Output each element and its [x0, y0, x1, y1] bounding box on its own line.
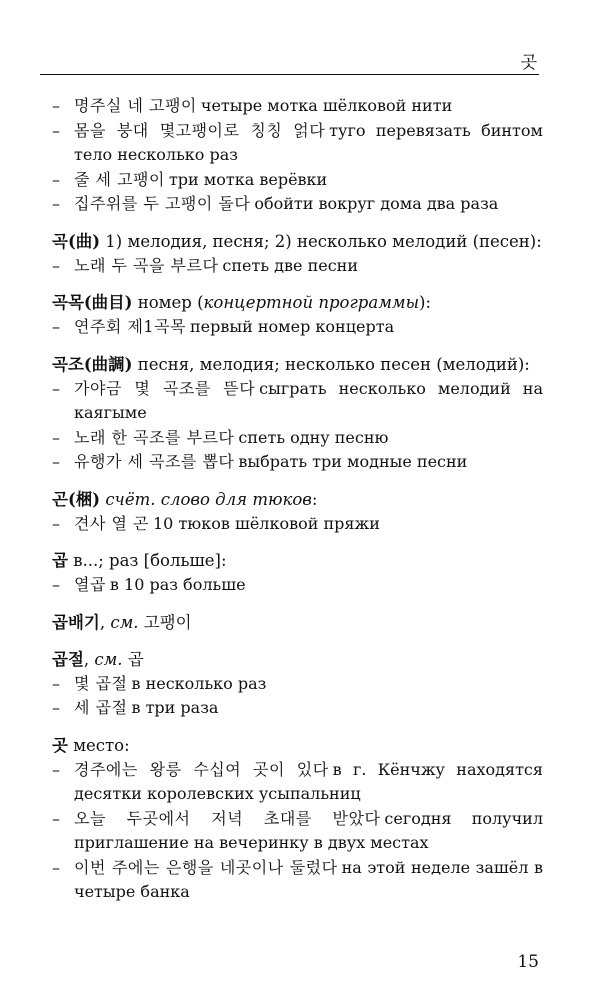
- entry-head: 곡(曲) 1) мелодия, песня; 2) несколько мелодий (песен):: [52, 231, 542, 251]
- entry-head: 곱배기, см. 고팽이: [52, 612, 192, 632]
- example-line: – 견사 열 곤 10 тюков шёлковой пряжи: [52, 513, 380, 533]
- entry-head: 곡조(曲調) песня, мелодия; несколько песен (мелодий):: [52, 354, 530, 374]
- entry-gopjeol: [52, 647, 543, 721]
- header-headword: 곳: [520, 53, 537, 73]
- entry-head: 곳 место:: [52, 735, 130, 755]
- example-line: – 노래 두 곡을 부르다 спеть две песни: [52, 255, 358, 275]
- example-line: – 세 곱절 в три раза: [52, 698, 219, 717]
- running-header: [40, 48, 539, 75]
- example-line: – 몸을 붕대 몇고팽이로 칭칭 얽다 туго перевязать бинтом тело несколько раз: [52, 120, 543, 164]
- entry-head: 곡목(曲目) номер (концертной программы):: [52, 293, 432, 312]
- entry-head: 곤(梱) счёт. слово для тюков:: [52, 489, 318, 509]
- example-line: – 경주에는 왕릉 수십여 곳이 있다 в г. Кёнчжу находятся десятки королевских усыпальниц: [52, 759, 543, 803]
- example-line: – 가야금 몇 곡조를 뜯다 сыграть несколько мелодий на каягыме: [52, 378, 543, 422]
- entry-head: 곱절, см. 곱: [52, 649, 144, 669]
- entry-gok: [52, 229, 543, 279]
- entry-head: 곱 в...; раз [больше]:: [52, 551, 227, 570]
- example-line: – 열곱 в 10 раз больше: [52, 575, 246, 594]
- example-line: – 연주회 제1곡목 первый номер концерта: [52, 317, 395, 336]
- example-line: – 집주위를 두 고팽이 돌다 обойти вокруг дома два раза: [52, 194, 499, 213]
- example-line: – 오늘 두곳에서 저녁 초대를 받았다 сегодня получил приглашение на вечеринку в двух местах: [52, 808, 543, 852]
- continued-entry: [52, 94, 543, 217]
- entry-gokmok: [52, 290, 543, 340]
- entry-got: [52, 733, 543, 905]
- example-line: – 줄 세 고팽이 три мотка верёвки: [52, 169, 328, 189]
- entry-gopbaegi: [52, 610, 543, 635]
- example-line: – 이번 주에는 은행을 네곳이나 둘렀다 на этой неделе зашёл в четыре банка: [52, 857, 543, 901]
- example-line: – 몇 곱절 в несколько раз: [52, 673, 267, 693]
- example-line: – 명주실 네 고팽이 четыре мотка шёлковой нити: [52, 96, 453, 115]
- example-line: – 노래 한 곡조를 부르다 спеть одну песню: [52, 427, 389, 447]
- page-number: 15: [517, 952, 539, 972]
- page-content: [52, 94, 543, 917]
- example-line: – 유행가 세 곡조를 뽑다 выбрать три модные песни: [52, 452, 468, 471]
- entry-gon: [52, 487, 543, 537]
- entry-gop: [52, 548, 543, 598]
- entry-gokjo: [52, 352, 543, 475]
